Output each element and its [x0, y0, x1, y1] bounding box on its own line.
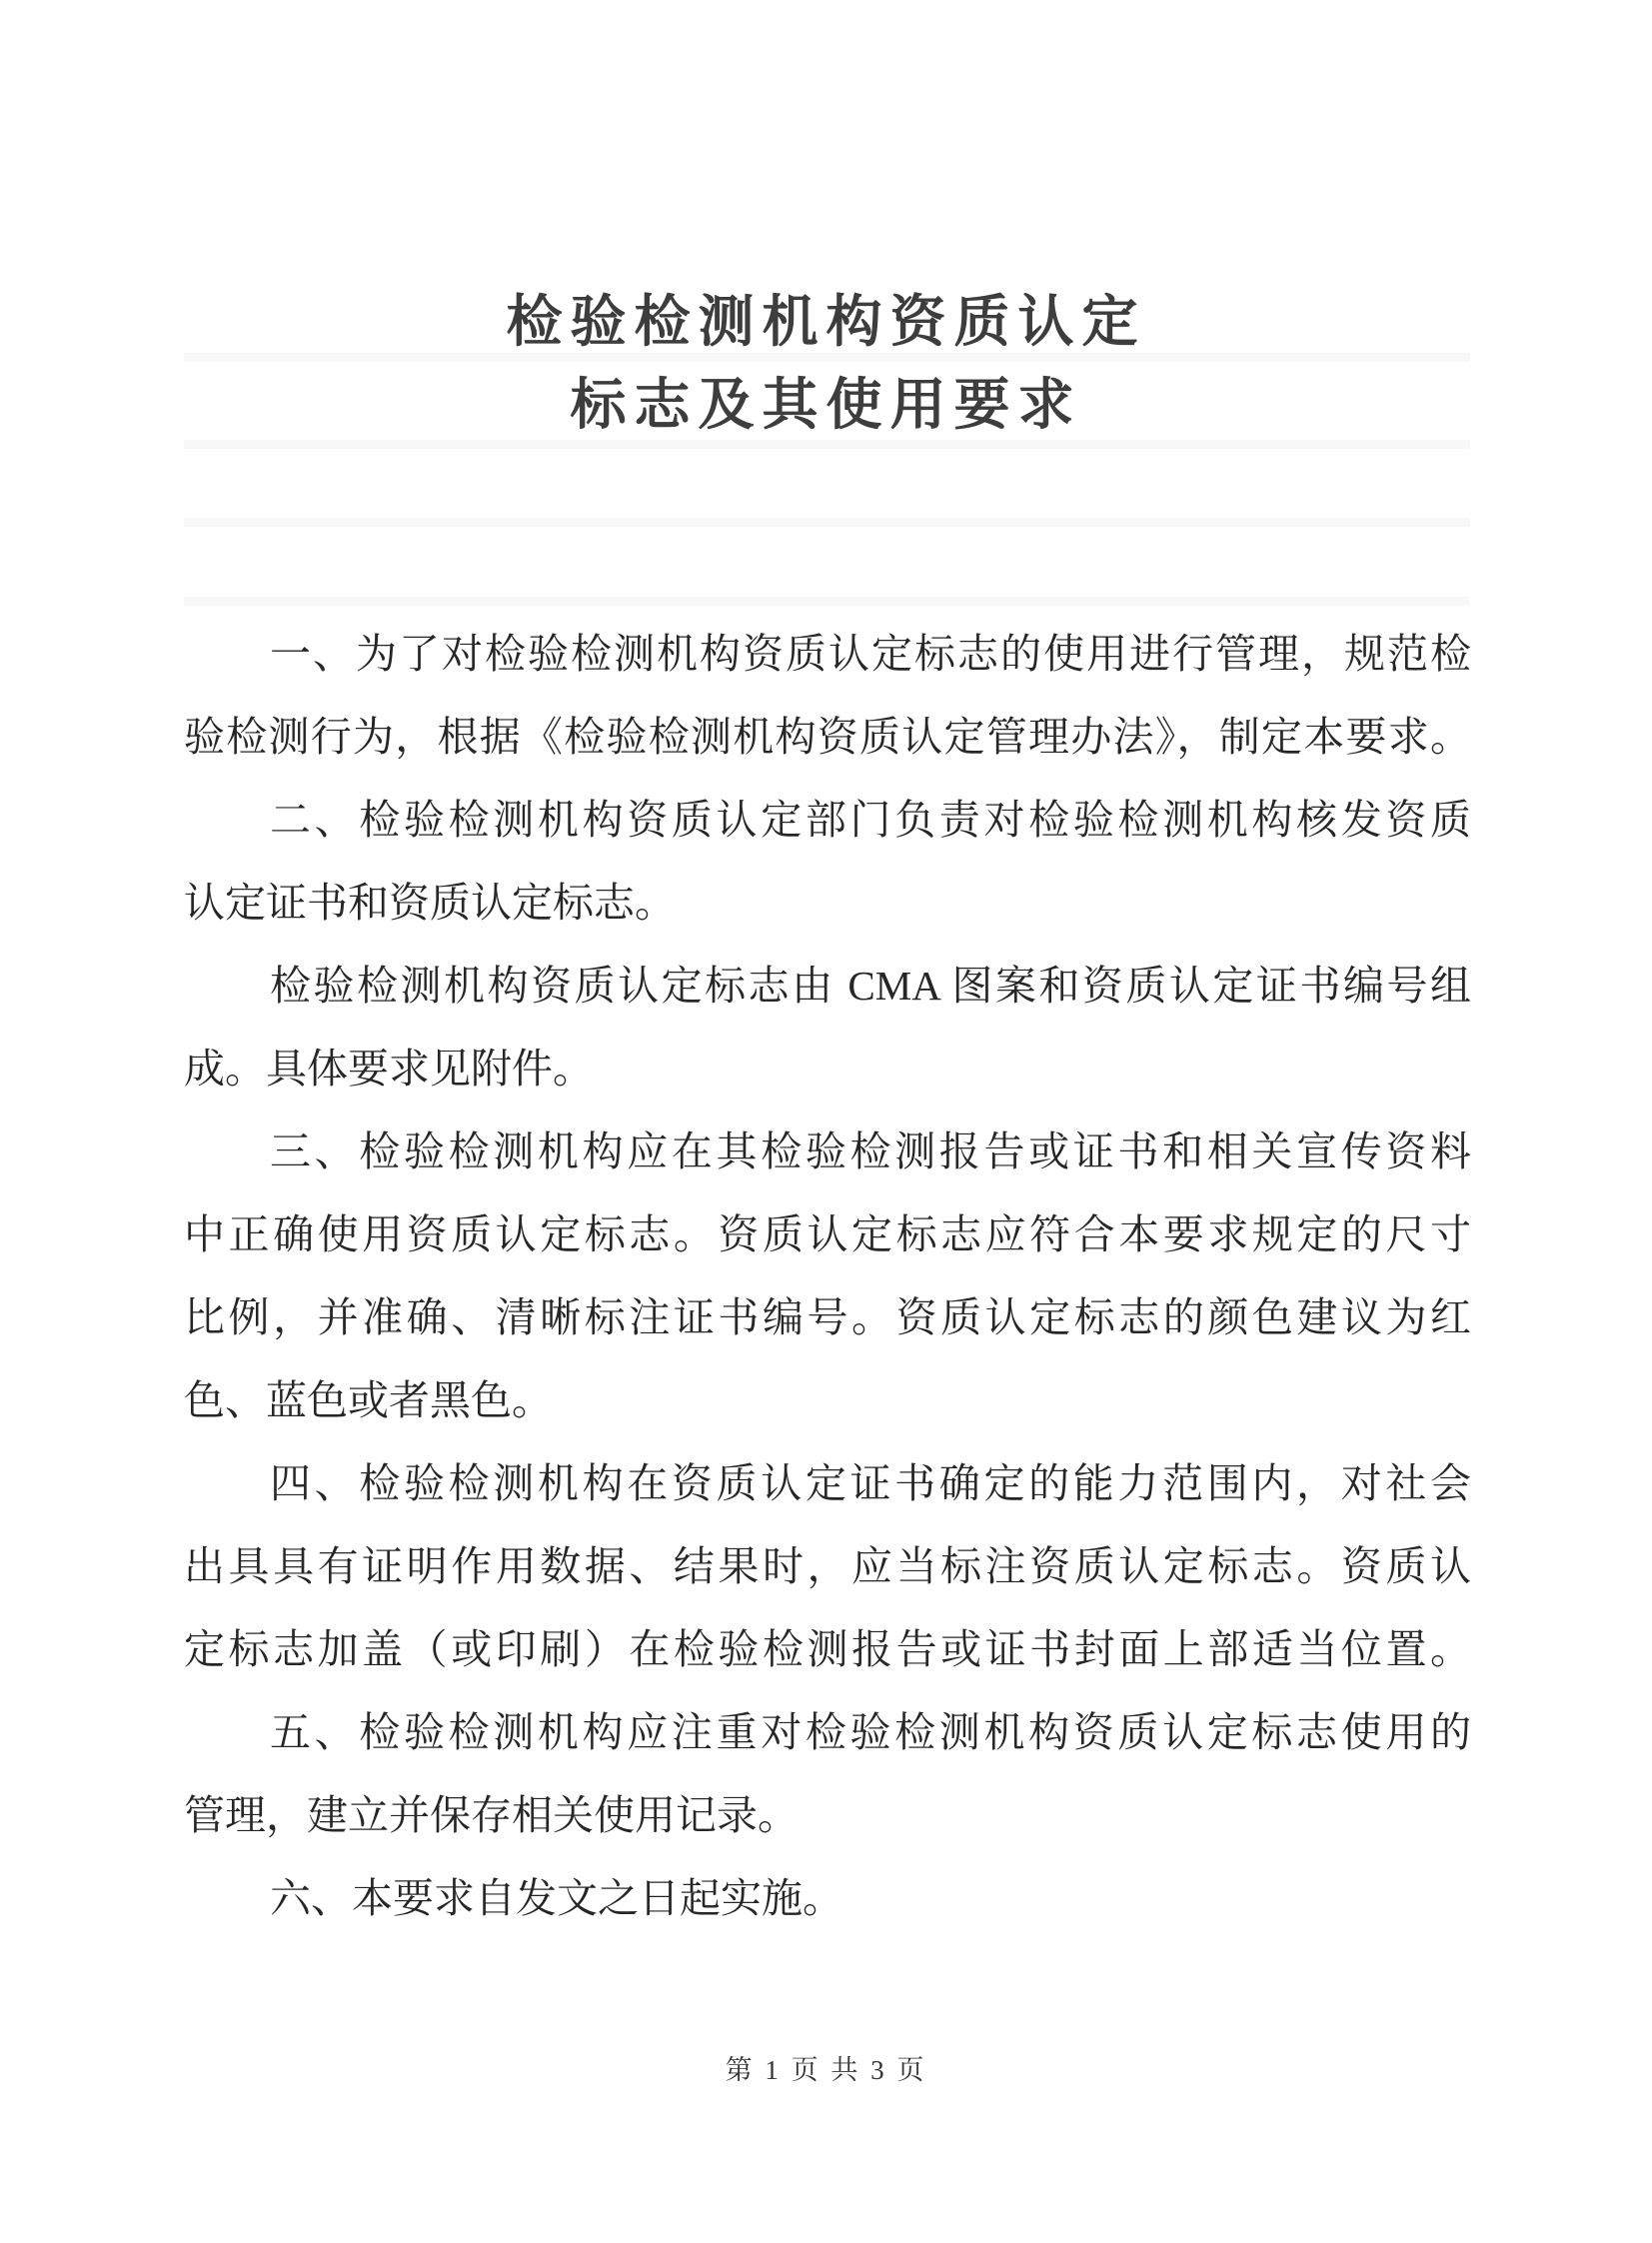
body-line: 一、为了对检验检测机构资质认定标志的使用进行管理，规范检	[270, 631, 1471, 677]
title-line-1: 检验检测机构资质认定	[506, 292, 1146, 354]
body-line: 出具具有证明作用数据、结果时，应当标注资质认定标志。资质认	[184, 1543, 1471, 1589]
blank-line-shading	[184, 597, 1470, 606]
body-line: 五、检验检测机构应注重对检验检测机构资质认定标志使用的	[270, 1709, 1471, 1755]
body-line: 二、检验检测机构资质认定部门负责对检验检测机构核发资质	[270, 797, 1471, 843]
body-line: 验检测行为，根据《检验检测机构资质认定管理办法》，制定本要求。	[184, 714, 1471, 760]
body-line: 三、检验检测机构应在其检验检测报告或证书和相关宣传资料	[270, 1128, 1471, 1174]
body-line: 检验检测机构资质认定标志由 CMA 图案和资质认定证书编号组	[270, 963, 1471, 1009]
body-line: 认定证书和资质认定标志。	[184, 880, 676, 926]
title-line-2: 标志及其使用要求	[570, 375, 1082, 437]
page-number-footer: 第 1 页 共 3 页	[725, 2055, 927, 2085]
document-body	[184, 613, 1471, 1940]
body-line: 比例，并准确、清晰标注证书编号。资质认定标志的颜色建议为红	[184, 1294, 1471, 1340]
body-line: 六、本要求自发文之日起实施。	[270, 1875, 843, 1921]
document-title	[0, 282, 1652, 448]
blank-line-shading	[184, 518, 1470, 527]
body-line: 定标志加盖（或印刷）在检验检测报告或证书封面上部适当位置。	[184, 1626, 1471, 1672]
body-line: 成。具体要求见附件。	[184, 1046, 594, 1092]
body-line: 四、检验检测机构在资质认定证书确定的能力范围内，对社会	[270, 1460, 1471, 1506]
body-line: 色、蓝色或者黑色。	[184, 1377, 553, 1423]
body-line: 管理，建立并保存相关使用记录。	[184, 1792, 799, 1838]
body-line: 中正确使用资质认定标志。资质认定标志应符合本要求规定的尺寸	[184, 1211, 1471, 1257]
